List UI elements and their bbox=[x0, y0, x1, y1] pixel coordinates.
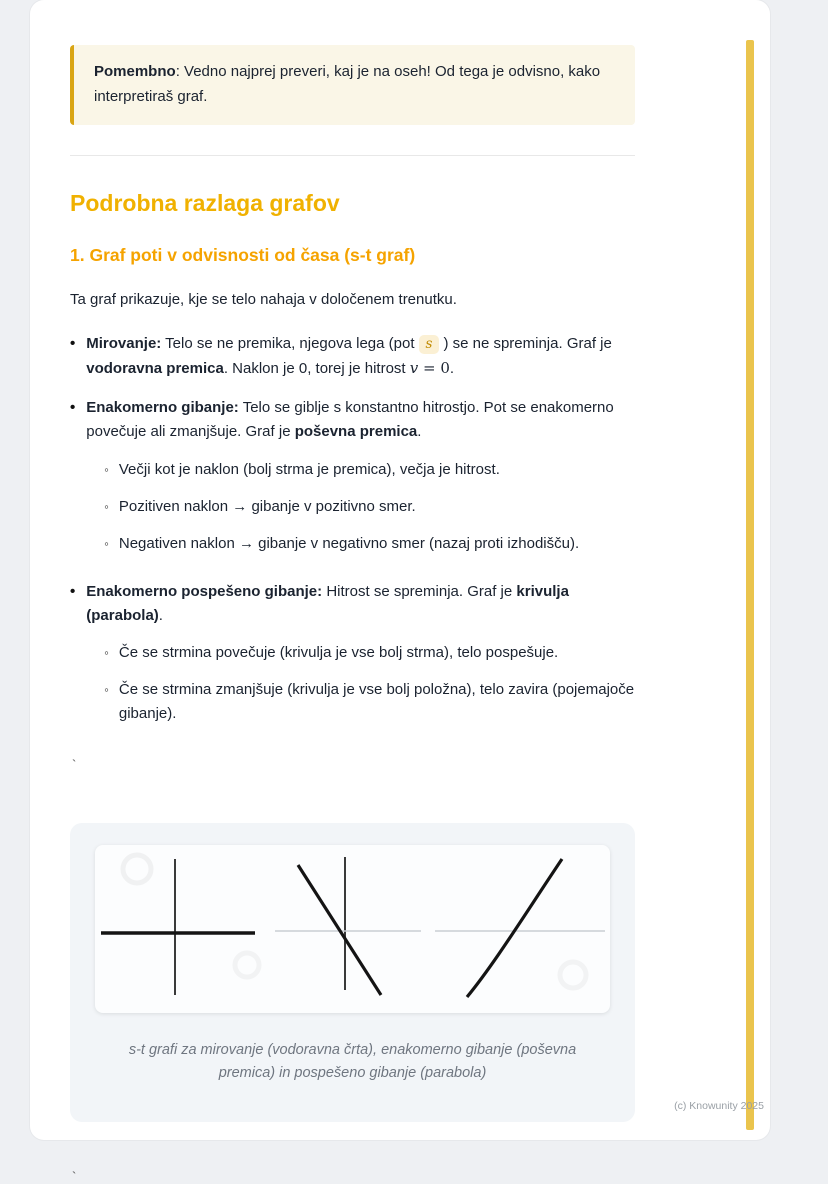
stray-backtick: ` bbox=[72, 1169, 77, 1184]
watermark-ring bbox=[560, 962, 586, 988]
list-item-text bbox=[86, 396, 645, 562]
sub-item-text: Če se strmina zmanjšuje (krivulja je vse bolj položna), telo zavira (pojemajoče gibanje). bbox=[118, 681, 635, 723]
bold-term: krivulja (parabola) bbox=[86, 582, 569, 624]
list-item-text bbox=[86, 332, 645, 382]
sub-list-item bbox=[104, 532, 645, 556]
bold-term: vodoravna premica bbox=[86, 359, 224, 377]
text-run: . bbox=[417, 423, 422, 441]
graph-pospeseno-gibanje bbox=[435, 859, 605, 997]
math-variable: v bbox=[409, 358, 419, 377]
circle-marker: ◦ bbox=[104, 645, 109, 661]
bold-leadin: Enakomerno gibanje: bbox=[86, 399, 239, 417]
bold-term: poševna premica bbox=[294, 423, 418, 441]
list-item bbox=[70, 580, 645, 733]
text-run: Hitrost se spreminja. Graf je bbox=[322, 582, 517, 600]
figure-caption: s-t grafi za mirovanje (vodoravna črta), enakomerno gibanje (poševna premica) in pospešeno gibanje (parabola) bbox=[128, 1042, 577, 1081]
sub-heading: 1. Graf poti v odvisnosti od časa (s-t graf) bbox=[70, 244, 416, 265]
sub-list-item bbox=[104, 678, 645, 726]
callout-body: : Vedno najprej preveri, kaj je na oseh! Od tega je odvisno, kako interpretiraš graf. bbox=[94, 63, 601, 105]
bullet-list bbox=[70, 332, 645, 733]
stray-backtick: ` bbox=[72, 757, 77, 773]
s-variable-badge: s bbox=[419, 335, 440, 355]
copyright-note: (c) Knowunity 2025 bbox=[674, 1100, 764, 1112]
circle-marker: ◦ bbox=[104, 535, 109, 551]
math-expression bbox=[410, 359, 450, 377]
text-run: . bbox=[158, 606, 163, 624]
sub-list-item bbox=[104, 641, 645, 665]
text-run: . bbox=[449, 359, 455, 377]
list-item bbox=[70, 396, 645, 562]
list-item bbox=[70, 332, 645, 382]
text-run: . Naklon je 0, torej je hitrost bbox=[223, 359, 410, 377]
watermark-ring bbox=[235, 953, 259, 977]
bullet-marker: • bbox=[70, 399, 76, 417]
graph-enakomerno-gibanje bbox=[275, 857, 421, 995]
watermark-ring bbox=[123, 855, 151, 883]
callout-title: Pomembno bbox=[94, 63, 176, 80]
circle-marker: ◦ bbox=[104, 498, 109, 514]
document-content bbox=[30, 45, 770, 1183]
sub-list-item bbox=[104, 495, 645, 519]
important-callout bbox=[70, 45, 635, 125]
list-item-text bbox=[86, 580, 645, 733]
sub-bullet-list bbox=[104, 458, 645, 556]
sub-item-text: Večji kot je naklon (bolj strma je premica), večja je hitrost. bbox=[118, 460, 500, 478]
sub-item-text: Če se strmina povečuje (krivulja je vse bolj strma), telo pospešuje. bbox=[118, 644, 559, 662]
bullet-marker: • bbox=[70, 334, 76, 352]
math-rest: = 0 bbox=[418, 358, 450, 377]
bullet-marker: • bbox=[70, 582, 76, 600]
divider bbox=[70, 155, 635, 156]
section-heading: Podrobna razlaga grafov bbox=[70, 189, 340, 216]
figure-card bbox=[70, 823, 635, 1122]
document-page bbox=[30, 0, 770, 1184]
text-run: ) se ne spreminja. Graf je bbox=[443, 334, 612, 352]
bold-leadin: Mirovanje: bbox=[86, 334, 162, 352]
circle-marker: ◦ bbox=[104, 682, 109, 698]
graph-mirovanje bbox=[101, 859, 255, 995]
bold-leadin: Enakomerno pospešeno gibanje: bbox=[86, 582, 323, 600]
sub-item-text: Negativen naklon → gibanje v negativno smer (nazaj proti izhodišču). bbox=[118, 534, 580, 552]
circle-marker: ◦ bbox=[104, 461, 109, 477]
intro-paragraph: Ta graf prikazuje, kje se telo nahaja v določenem trenutku. bbox=[70, 290, 457, 308]
text-run: Telo se giblje s konstantno hitrostjo. Pot se enakomerno povečuje ali zmanjšuje. Graf je bbox=[86, 399, 614, 441]
st-graphs-illustration bbox=[95, 845, 610, 1013]
sub-list-item bbox=[104, 458, 645, 482]
sub-item-text: Pozitiven naklon → gibanje v pozitivno smer. bbox=[118, 497, 416, 515]
st-graphs-image bbox=[95, 845, 610, 1013]
sub-bullet-list bbox=[104, 641, 645, 726]
text-run: Telo se ne premika, njegova lega (pot bbox=[161, 334, 415, 352]
